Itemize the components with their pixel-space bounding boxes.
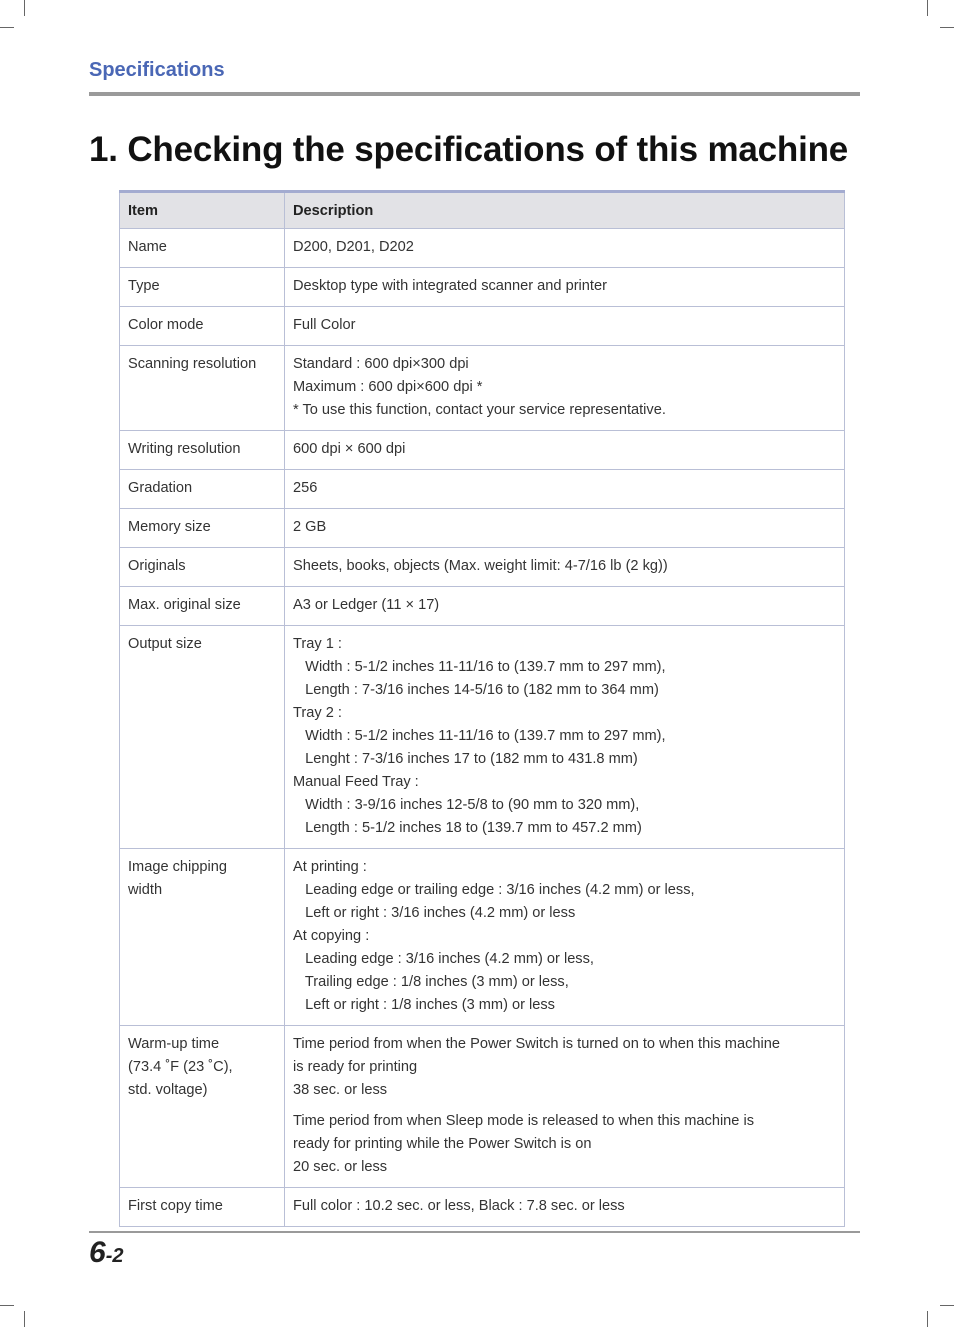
description-cell xyxy=(285,849,845,1026)
description-line: Left or right : 1/8 inches (3 mm) or less xyxy=(293,997,555,1013)
table-row xyxy=(120,1026,845,1188)
table-header-row xyxy=(120,192,845,229)
description-cell xyxy=(285,509,845,548)
item-cell xyxy=(120,849,285,1026)
item-label: Writing resolution xyxy=(128,441,241,457)
crop-mark xyxy=(24,0,25,16)
item-label: Memory size xyxy=(128,519,211,535)
item-cell xyxy=(120,346,285,431)
description-line: Tray 2 : xyxy=(293,705,342,721)
description-line: Time period from when the Power Switch is turned on to when this machine xyxy=(293,1036,780,1052)
description-cell xyxy=(285,587,845,626)
table-row xyxy=(120,470,845,509)
table-row xyxy=(120,548,845,587)
description-line: 256 xyxy=(293,480,318,496)
item-cell xyxy=(120,307,285,346)
description-line: Leading edge : 3/16 inches (4.2 mm) or less, xyxy=(293,951,594,967)
item-label: Warm-up time xyxy=(128,1036,220,1052)
description-line: Trailing edge : 1/8 inches (3 mm) or less, xyxy=(293,974,569,990)
crop-mark xyxy=(0,1305,14,1306)
description-line: 20 sec. or less xyxy=(293,1159,388,1175)
chapter-number: 6 xyxy=(89,1236,106,1269)
description-line: Sheets, books, objects (Max. weight limit: 4-7/16 lb (2 kg)) xyxy=(293,558,668,574)
column-header-description: Description xyxy=(285,192,845,229)
table-row xyxy=(120,849,845,1026)
description-line: A3 or Ledger (11 × 17) xyxy=(293,597,440,613)
item-cell xyxy=(120,548,285,587)
description-line: At copying : xyxy=(293,928,370,944)
description-line: 38 sec. or less xyxy=(293,1082,388,1098)
item-label: First copy time xyxy=(128,1198,223,1214)
description-line: * To use this function, contact your service representative. xyxy=(293,402,666,418)
description-cell xyxy=(285,470,845,509)
crop-mark xyxy=(927,0,928,16)
description-line: Length : 5-1/2 inches 18 to (139.7 mm to 457.2 mm) xyxy=(293,820,642,836)
item-label: Name xyxy=(128,239,167,255)
description-cell xyxy=(285,626,845,849)
description-line: 600 dpi × 600 dpi xyxy=(293,441,406,457)
crop-mark xyxy=(927,1311,928,1327)
footer-rule xyxy=(89,1231,860,1233)
item-label: std. voltage) xyxy=(128,1082,208,1098)
crop-mark xyxy=(24,1311,25,1327)
description-line: Width : 5-1/2 inches 11-11/16 to (139.7 mm to 297 mm), xyxy=(293,728,666,744)
item-label: Max. original size xyxy=(128,597,241,613)
description-line: Length : 7-3/16 inches 14-5/16 to (182 mm to 364 mm) xyxy=(293,682,659,698)
description-line: Time period from when Sleep mode is released to when this machine is xyxy=(293,1113,755,1129)
item-label: Color mode xyxy=(128,317,204,333)
description-line: Full Color xyxy=(293,317,356,333)
description-cell xyxy=(285,268,845,307)
description-cell xyxy=(285,548,845,587)
item-label: (73.4 ˚F (23 ˚C), xyxy=(128,1059,233,1075)
item-label: Originals xyxy=(128,558,186,574)
table-row xyxy=(120,431,845,470)
description-line: D200, D201, D202 xyxy=(293,239,414,255)
page-suffix: -2 xyxy=(105,1245,124,1267)
page-title: 1. Checking the specifications of this machine xyxy=(89,130,849,169)
crop-mark xyxy=(0,27,14,28)
item-label: Image chipping xyxy=(128,859,227,875)
item-label: Output size xyxy=(128,636,202,652)
table-row xyxy=(120,509,845,548)
table-row xyxy=(120,346,845,431)
item-cell xyxy=(120,587,285,626)
description-line: Width : 5-1/2 inches 11-11/16 to (139.7 mm to 297 mm), xyxy=(293,659,666,675)
paragraph-gap xyxy=(293,1102,836,1110)
item-label: width xyxy=(128,882,163,898)
table-body xyxy=(120,229,845,1227)
description-line: 2 GB xyxy=(293,519,327,535)
item-cell xyxy=(120,1026,285,1188)
description-line: Width : 3-9/16 inches 12-5/8 to (90 mm to 320 mm), xyxy=(293,797,640,813)
table-row xyxy=(120,1188,845,1227)
table-row xyxy=(120,307,845,346)
spec-table xyxy=(119,190,845,1227)
table-row xyxy=(120,268,845,307)
item-cell xyxy=(120,229,285,268)
description-line: Lenght : 7-3/16 inches 17 to (182 mm to 431.8 mm) xyxy=(293,751,638,767)
description-cell xyxy=(285,307,845,346)
description-cell xyxy=(285,346,845,431)
item-label: Type xyxy=(128,278,160,294)
item-cell xyxy=(120,1188,285,1227)
spec-table-container xyxy=(119,190,845,1227)
header-rule xyxy=(89,92,860,96)
item-cell xyxy=(120,268,285,307)
item-cell xyxy=(120,626,285,849)
description-line: At printing : xyxy=(293,859,367,875)
crop-mark xyxy=(940,27,954,28)
crop-mark xyxy=(940,1305,954,1306)
item-cell xyxy=(120,509,285,548)
description-cell xyxy=(285,431,845,470)
page-number xyxy=(89,1236,123,1270)
item-cell xyxy=(120,470,285,509)
item-label: Gradation xyxy=(128,480,193,496)
description-cell xyxy=(285,1026,845,1188)
description-line: is ready for printing xyxy=(293,1059,418,1075)
description-line: Left or right : 3/16 inches (4.2 mm) or less xyxy=(293,905,576,921)
section-header: Specifications xyxy=(89,59,225,81)
table-row xyxy=(120,626,845,849)
description-line: Full color : 10.2 sec. or less, Black : 7.8 sec. or less xyxy=(293,1198,625,1214)
item-label: Scanning resolution xyxy=(128,356,257,372)
description-line: Leading edge or trailing edge : 3/16 inches (4.2 mm) or less, xyxy=(293,882,695,898)
description-line: Desktop type with integrated scanner and printer xyxy=(293,278,607,294)
description-line: Maximum : 600 dpi×600 dpi * xyxy=(293,379,483,395)
description-cell xyxy=(285,229,845,268)
description-line: Tray 1 : xyxy=(293,636,342,652)
description-line: Manual Feed Tray : xyxy=(293,774,419,790)
table-row xyxy=(120,587,845,626)
column-header-item: Item xyxy=(120,192,285,229)
table-row xyxy=(120,229,845,268)
description-line: ready for printing while the Power Switch is on xyxy=(293,1136,592,1152)
description-line: Standard : 600 dpi×300 dpi xyxy=(293,356,469,372)
item-cell xyxy=(120,431,285,470)
description-cell xyxy=(285,1188,845,1227)
